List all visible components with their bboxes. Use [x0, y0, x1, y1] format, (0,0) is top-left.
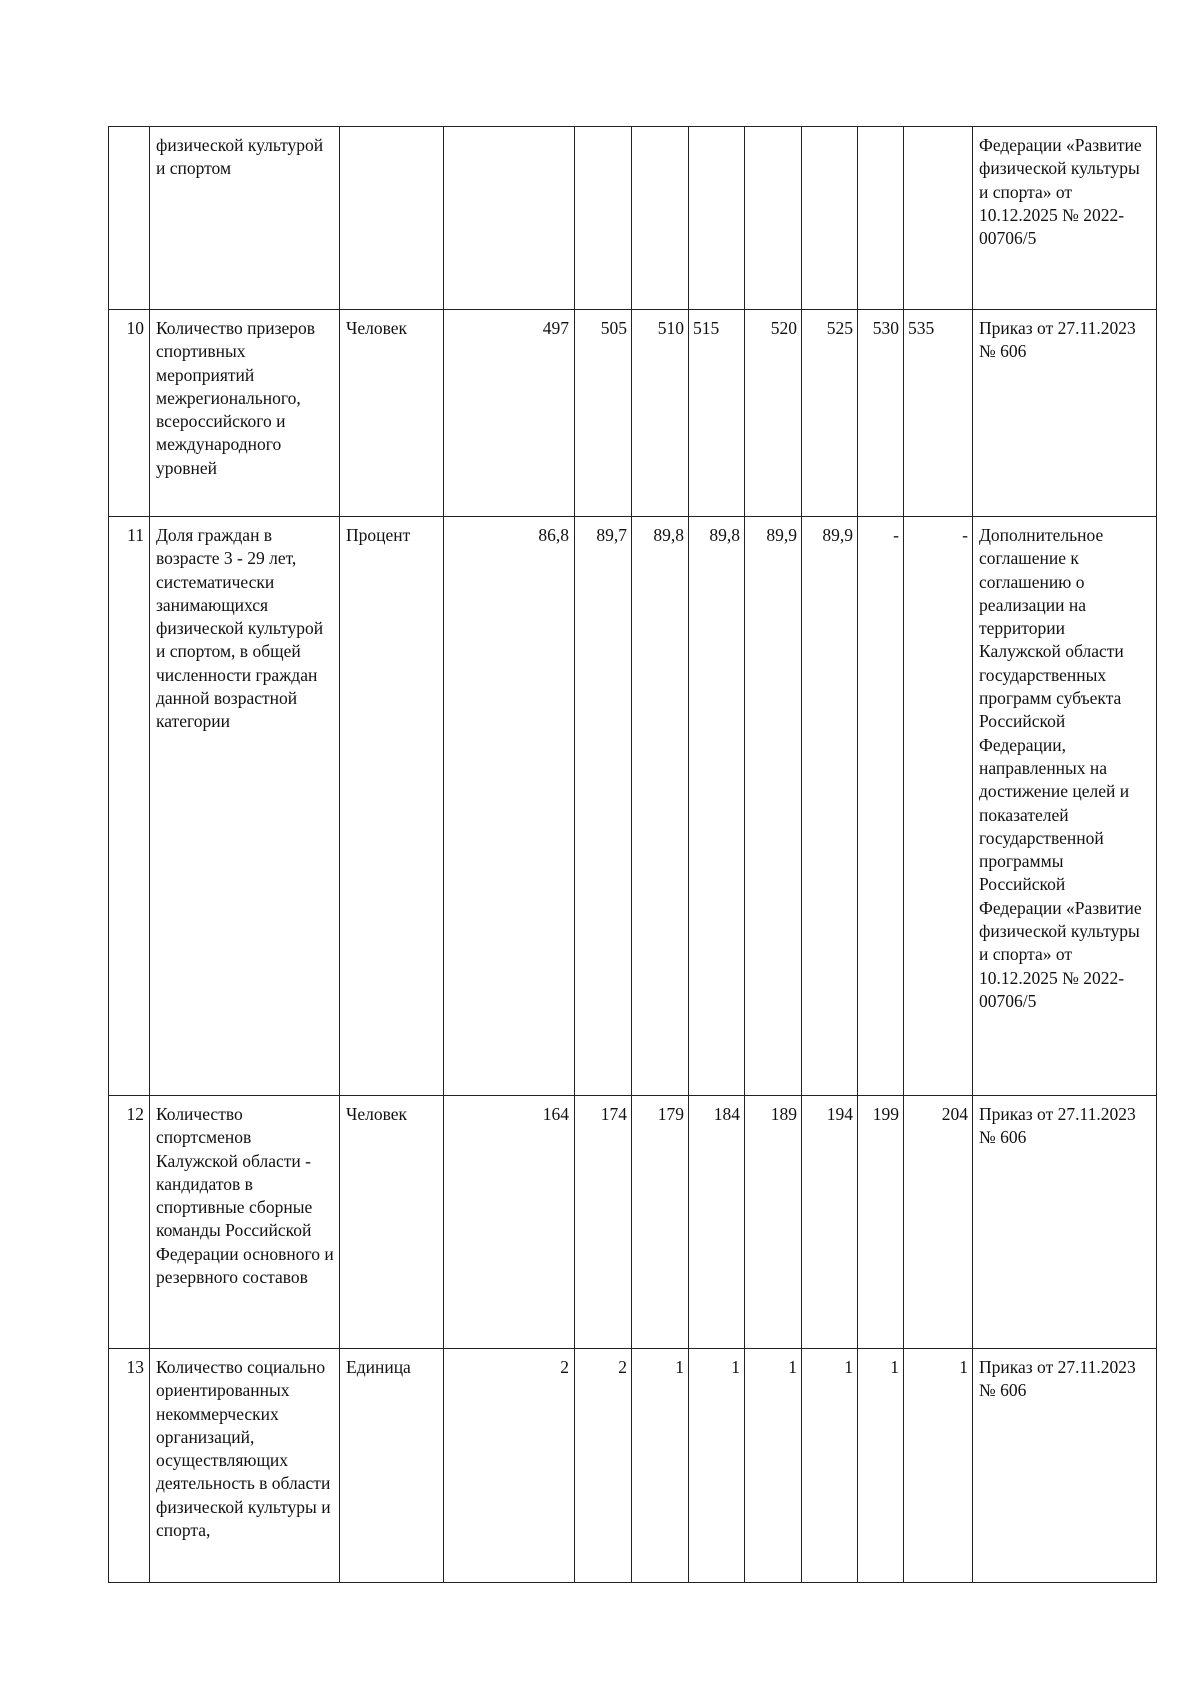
value-cell: 89,8: [632, 517, 689, 1096]
value-cell: 194: [802, 1096, 858, 1349]
value-cell: 189: [745, 1096, 802, 1349]
source-document: Федерации «Развитие физической культуры и спорта» от 10.12.2025 № 2022-00706/5: [973, 127, 1157, 310]
table-row: [109, 1349, 1157, 1583]
value-cell: -: [904, 517, 973, 1096]
row-number: 11: [109, 517, 150, 1096]
value-cell: 530: [858, 310, 904, 517]
value-cell: [858, 127, 904, 310]
value-cell: 184: [689, 1096, 745, 1349]
value-cell: 1: [689, 1349, 745, 1583]
row-number: 13: [109, 1349, 150, 1583]
unit-cell: Человек: [340, 1096, 444, 1349]
value-cell: 1: [745, 1349, 802, 1583]
unit-cell: Процент: [340, 517, 444, 1096]
value-cell: 89,9: [802, 517, 858, 1096]
indicator-name: физической культурой и спортом: [150, 127, 340, 310]
value-cell: [745, 127, 802, 310]
value-cell: 89,9: [745, 517, 802, 1096]
value-cell: [444, 127, 575, 310]
indicators-table: [108, 126, 1157, 1583]
value-cell: [689, 127, 745, 310]
value-cell: 204: [904, 1096, 973, 1349]
table-row: [109, 127, 1157, 310]
indicator-name: Количество спортсменов Калужской области - кандидатов в спортивные сборные команды Российской Федерации основного и резервного составов: [150, 1096, 340, 1349]
value-cell: 179: [632, 1096, 689, 1349]
row-number: 12: [109, 1096, 150, 1349]
value-cell: [802, 127, 858, 310]
value-cell: 515: [689, 310, 745, 517]
value-cell: 1: [802, 1349, 858, 1583]
value-cell: 525: [802, 310, 858, 517]
unit-cell: Единица: [340, 1349, 444, 1583]
unit-cell: Человек: [340, 310, 444, 517]
indicator-name: Количество призеров спортивных мероприятий межрегионального, всероссийского и международного уровней: [150, 310, 340, 517]
value-cell: 2: [444, 1349, 575, 1583]
value-cell: 1: [632, 1349, 689, 1583]
value-cell: 505: [575, 310, 632, 517]
value-cell: 520: [745, 310, 802, 517]
value-cell: [904, 127, 973, 310]
value-cell: 497: [444, 310, 575, 517]
source-document: Приказ от 27.11.2023 № 606: [973, 310, 1157, 517]
source-document: Приказ от 27.11.2023 № 606: [973, 1349, 1157, 1583]
indicator-name: Количество социально ориентированных некоммерческих организаций, осуществляющих деятельность в области физической культуры и спорта,: [150, 1349, 340, 1583]
table-row: [109, 517, 1157, 1096]
value-cell: -: [858, 517, 904, 1096]
value-cell: 174: [575, 1096, 632, 1349]
value-cell: 89,8: [689, 517, 745, 1096]
value-cell: 535: [904, 310, 973, 517]
unit-cell: [340, 127, 444, 310]
value-cell: [632, 127, 689, 310]
value-cell: 1: [858, 1349, 904, 1583]
value-cell: 2: [575, 1349, 632, 1583]
value-cell: [575, 127, 632, 310]
table-row: [109, 310, 1157, 517]
value-cell: 164: [444, 1096, 575, 1349]
value-cell: 1: [904, 1349, 973, 1583]
value-cell: 89,7: [575, 517, 632, 1096]
value-cell: 510: [632, 310, 689, 517]
row-number: [109, 127, 150, 310]
source-document: Приказ от 27.11.2023 № 606: [973, 1096, 1157, 1349]
value-cell: 199: [858, 1096, 904, 1349]
indicator-name: Доля граждан в возрасте 3 - 29 лет, систематически занимающихся физической культурой и спортом, в общей численности граждан данной возрастной категории: [150, 517, 340, 1096]
table-row: [109, 1096, 1157, 1349]
value-cell: 86,8: [444, 517, 575, 1096]
row-number: 10: [109, 310, 150, 517]
source-document: Дополнительное соглашение к соглашению о реализации на территории Калужской области государственных программ субъекта Российской Федерации, направленных на достижение целей и показателей государственной программы Российской Федерации «Развитие физической культуры и спорта» от 10.12.2025 № 2022-00706/5: [973, 517, 1157, 1096]
